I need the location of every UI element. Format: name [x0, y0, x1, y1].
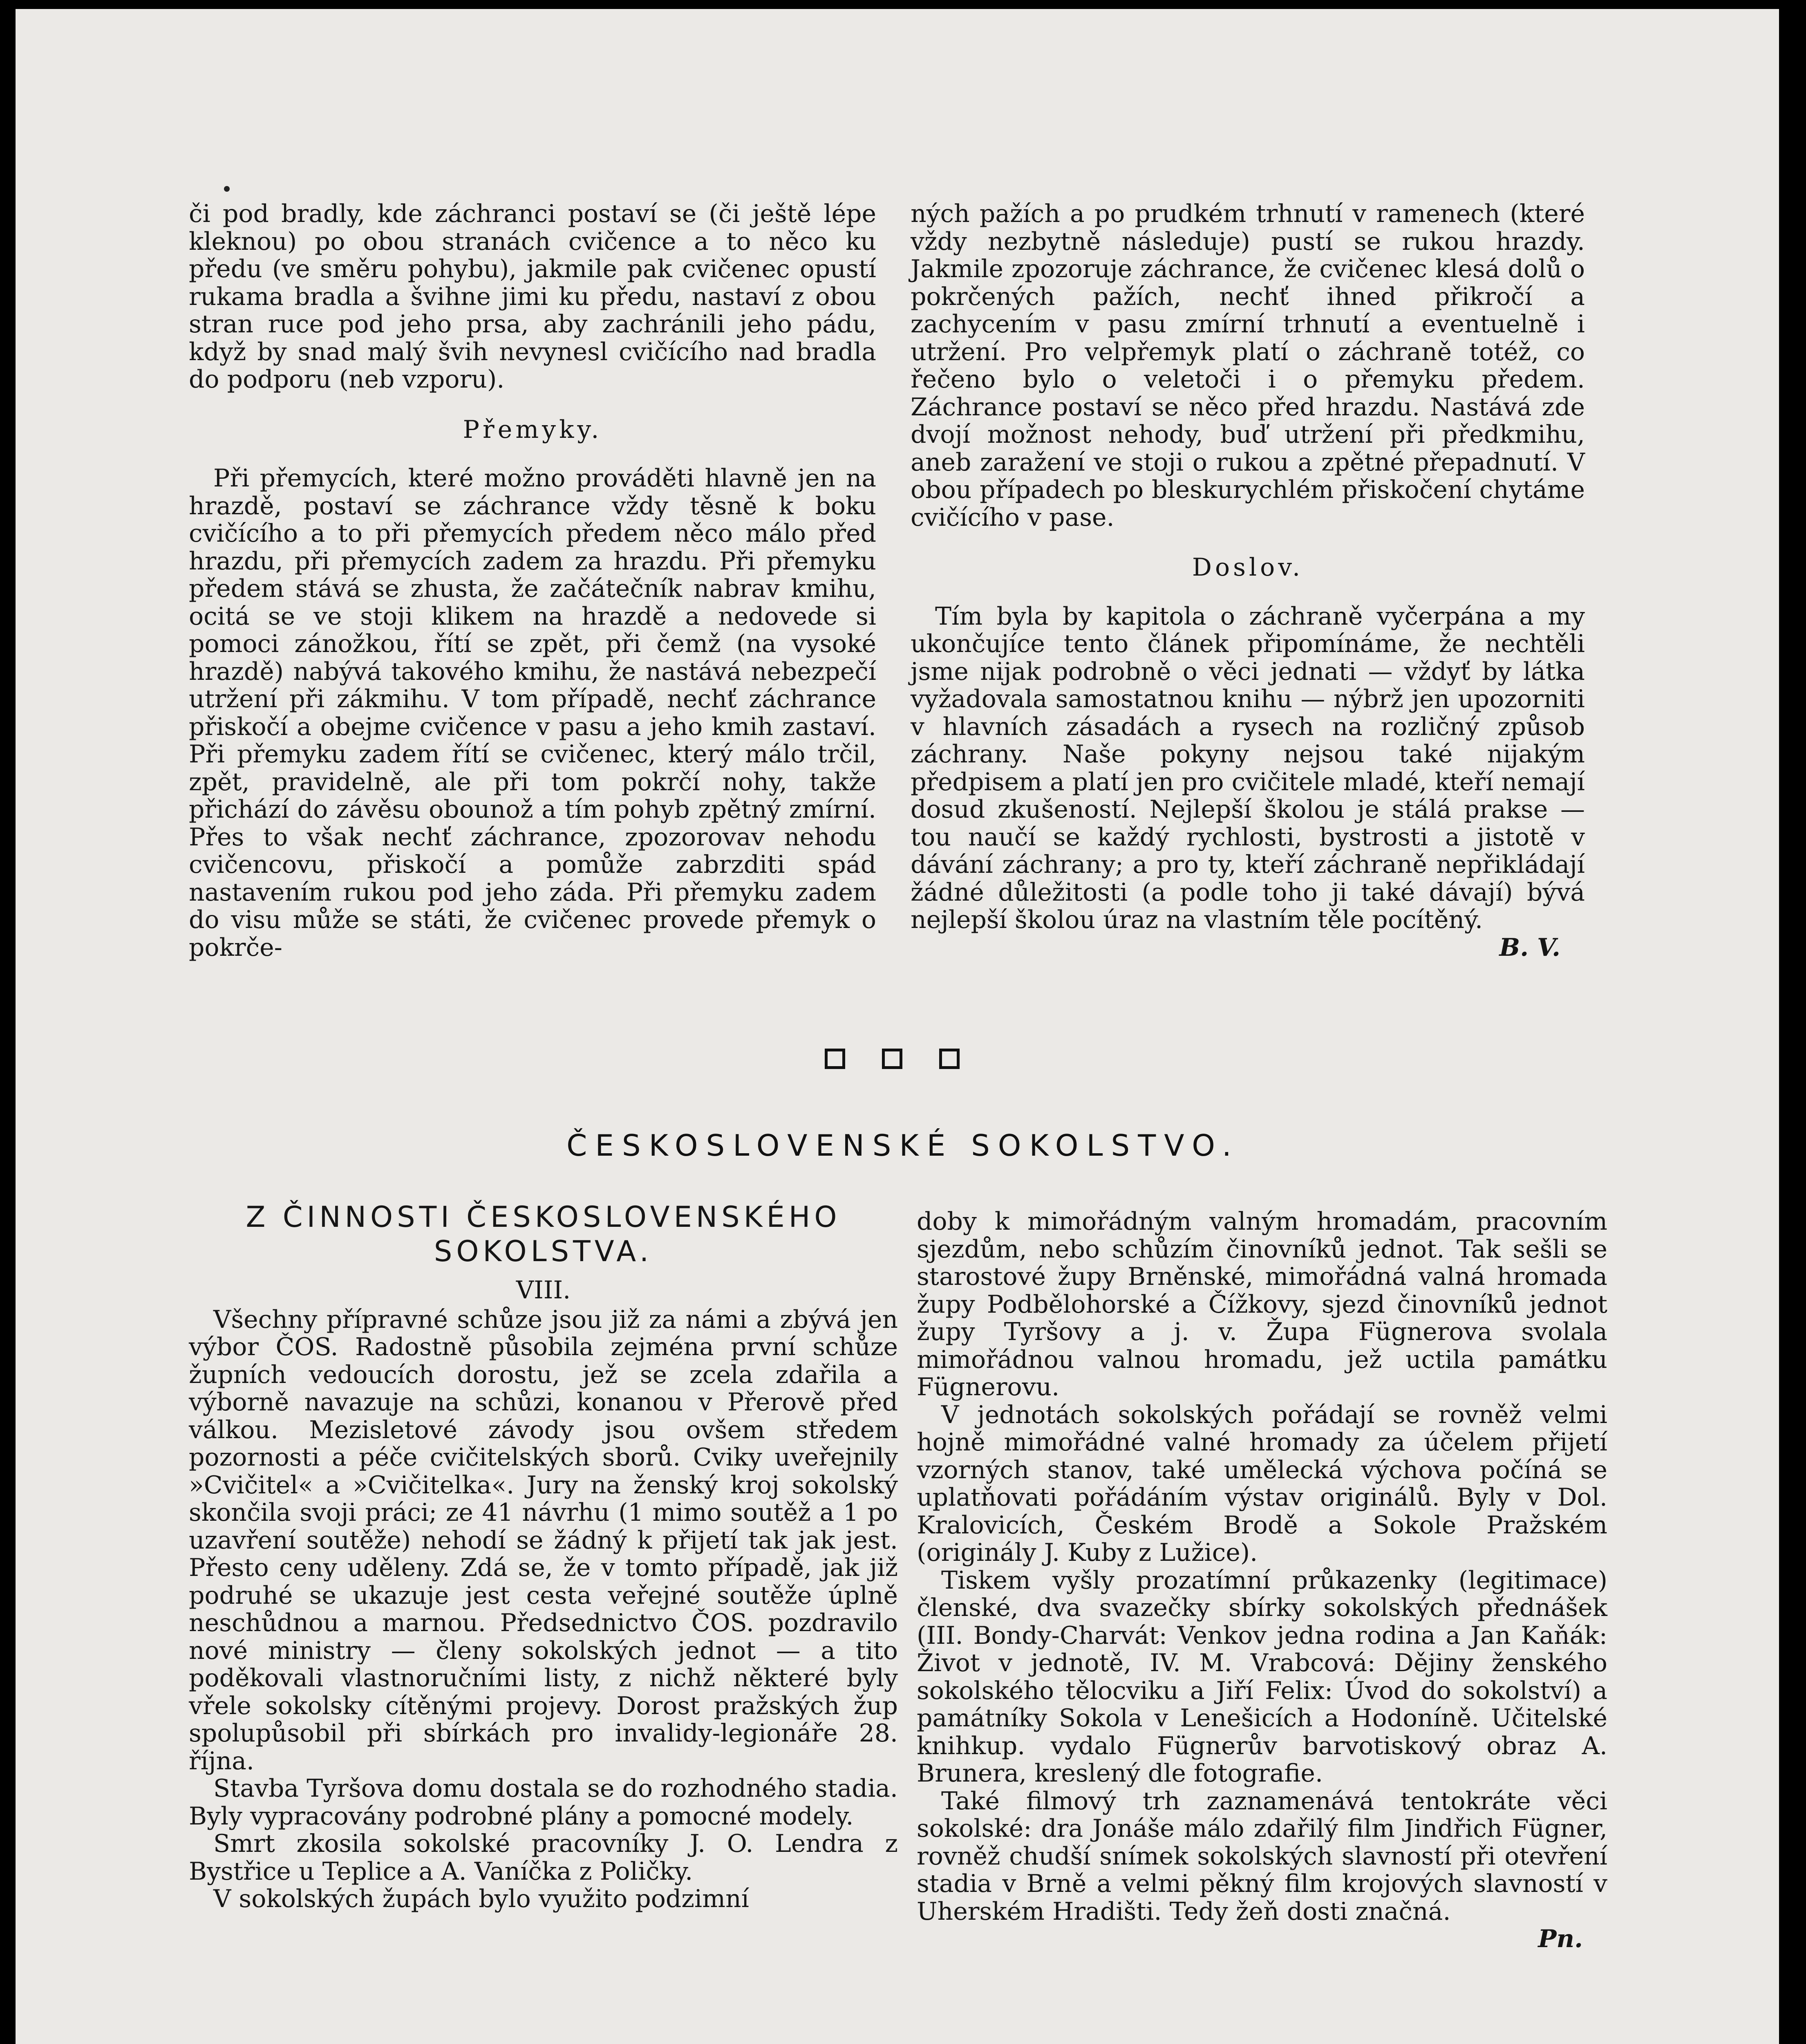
paragraph: V jednotách sokolských pořádají se rovněž velmi hojně mimořádné valné hromady za účelem přijetí vzorných stanov, také umělecká výchova počíná se uplatňovati pořádáním výstav originálů. Byly v Dol. Kralovicích, Českém Brodě a Sokole Pražském (originály J. Kuby z Lužice). [917, 1400, 1607, 1567]
top-right-column [911, 200, 1585, 961]
paragraph: V sokolských župách bylo využito podzimní [213, 1885, 749, 1913]
paragraph: Při přemycích, které možno prováděti hlavně jen na hrazdě, postaví se záchrance vždy těsně k boku cvičícího a to při přemycích předem něco málo před hrazdu, při přemycích zadem za hrazdu. Při přemyku předem stává se zhusta, že začátečník nabrav kmihu, ocitá se ve stoji klikem na hrazdě a nedovede si pomoci zánožkou, řítí se zpět, při čemž (na vysoké hrazdě) nabývá takového kmihu, že nastává nebezpečí utržení při zákmihu. V tom případě, nechť záchrance přiskočí a obejme cvičence v pasu a jeho kmih zastaví. Při přemyku zadem řítí se cvičenec, který málo trčil, zpět, pravidelně, ale při tom pokrčí nohy, takže přichází do závěsu obounož a tím pohyb zpětný zmírní. Přes to však nechť záchrance, zpozorovav nehodu cvičencovu, přiskočí a pomůže zabrzditi spád nastavením rukou pod jeho záda. Při přemyku zadem do visu může se státi, že cvičenec provede přemyk o pokrče- [189, 464, 876, 962]
paragraph: Tiskem vyšly prozatímní průkazenky (legitimace) členské, dva svazečky sbírky sokolských přednášek (III. Bondy-Charvát: Venkov jedna rodina a Jan Kaňák: Život v jednotě, IV. M. Vrabcová: Dějiny ženského sokolského tělocviku a Jiří Felix: Úvod do sokolství) a památníky Sokola v Lenešicích a Hodoníně. Učitelské knihkup. vydalo Fügnerův barvotiskový obraz A. Brunera, kreslený dle fotografie. [917, 1566, 1607, 1788]
paragraph: Stavba Tyršova domu dostala se do rozhodného stadia. Byly vypracovány podrobné plány a pomocné modely. [189, 1774, 898, 1831]
paragraph: Také filmový trh zaznamenává tentokráte věci sokolské: dra Jonáše málo zdařilý film Jindřich Fügner, rovněž chudší snímek sokolských slavností při otevření stadia v Brně a velmi pěkný film krojových slavností v Uherském Hradišti. Tedy žeň dosti značná. [917, 1786, 1607, 1926]
ornament-squares [825, 1049, 960, 1077]
signature: Pn. [1538, 1925, 1583, 1953]
bottom-left-column [189, 1200, 898, 1913]
article-number: VIII. [516, 1276, 571, 1304]
paragraph: Všechny přípravné schůze jsou již za námi a zbývá jen výbor ČOS. Radostně působila zejména první schůze župních vedoucích dorostu, jež se zcela zdařila a výborně navazuje na schůzi, konanou v Přerově před válkou. Mezisletové závody jsou ovšem středem pozornosti a péče cvičitelských sborů. Cviky uveřejnily »Cvičitel« a »Cvičitelka«. Jury na ženský kroj sokolský skončila svoji práci; ze 41 návrhu (1 mimo soutěž a 1 po uzavření soutěže) nehodí se žádný k přijetí tak jak jest. Přesto ceny uděleny. Zdá se, že v tomto případě, jak již podruhé se ukazuje jest cesta veřejné soutěže úplně neschůdnou a marnou. Předsednictvo ČOS. pozdravilo nové ministry — členy sokolských jednot — a tito poděkovali vlastnoručními listy, z nichž některé byly vřele sokolsky cítěnými projevy. Dorost pražských žup spolupůsobil při sbírkách pro invalidy-legionáře 28. října. [189, 1305, 898, 1775]
top-left-column [189, 200, 876, 961]
signature: B. V. [1499, 933, 1560, 962]
section-heading-doslov: Doslov. [1192, 553, 1304, 582]
section-title: ČESKOSLOVENSKÉ SOKOLSTVO. [566, 1128, 1240, 1163]
paragraph: Smrt zkosila sokolské pracovníky J. O. Lendra z Bystřice u Teplice a A. Vaníčka z Poličky. [189, 1829, 898, 1886]
paragraph: ných pažích a po prudkém trhnutí v ramenech (které vždy nezbytně následuje) pustí se rukou hrazdy. Jakmile zpozoruje záchrance, že cvičenec klesá dolů o pokrčených pažích, nechť ihned přikročí a zachycením v pasu zmírní trhnutí a eventuelně i utržení. Pro velpřemyk platí o záchraně totéž, co řečeno bylo o veletoči i o přemyku předem. Záchrance postaví se něco před hrazdu. Nastává zde dvojí možnost nehody, buď utržení při předkmihu, aneb zaražení ve stoji o rukou a zpětné přepadnutí. V obou případech po bleskurychlém přiskočení chytáme cvičícího v pase. [911, 199, 1585, 532]
square-ornament [939, 1049, 960, 1069]
bottom-right-column [917, 1208, 1607, 1953]
article-title: Z ČINNOSTI ČESKOSLOVENSKÉHO SOKOLSTVA. [246, 1200, 841, 1268]
square-ornament [825, 1049, 845, 1069]
square-ornament [882, 1049, 902, 1069]
paragraph: doby k mimořádným valným hromadám, pracovním sjezdům, nebo schůzím činovníků jednot. Tak sešli se starostové župy Brněnské, mimořádná valná hromada župy Podbělohorské a Čížkovy, sjezd činovníků jednot župy Tyršovy a j. v. Župa Fügnerova svolala mimořádnou valnou hromadu, jež uctila památku Fügnerovu. [917, 1207, 1607, 1401]
paragraph: či pod bradly, kde záchranci postaví se (či ještě lépe kleknou) po obou stranách cvičence a to něco ku předu (ve směru pohybu), jakmile pak cvičenec opustí rukama bradla a švihne jimi ku předu, nastaví z obou stran ruce pod jeho prsa, aby zachránili jeho pádu, když by snad malý švih nevynesl cvičícího nad bradla do podporu (neb vzporu). [189, 199, 876, 394]
speck [224, 186, 230, 192]
section-heading-premyky: Přemyky. [463, 415, 602, 444]
paragraph: Tím byla by kapitola o záchraně vyčerpána a my ukončujíce tento článek připomínáme, že nechtěli jsme nijak podrobně o věci jednati — vždyť by látka vyžadovala samostatnou knihu — nýbrž jen upozorniti v hlavních zásadách a rysech na rozličný způsob záchrany. Naše pokyny nejsou také nijakým předpisem a platí jen pro cvičitele mladé, kteří nemají dosud zkušeností. Nejlepší školou je stálá prakse — tou naučí se každý rychlosti, bystrosti a jistotě v dávání záchrany; a pro ty, kteří záchraně nepřikládají žádné důležitosti (a podle toho ji také dávají) bývá nejlepší školou úraz na vlastním těle pocítěný. [911, 602, 1585, 934]
